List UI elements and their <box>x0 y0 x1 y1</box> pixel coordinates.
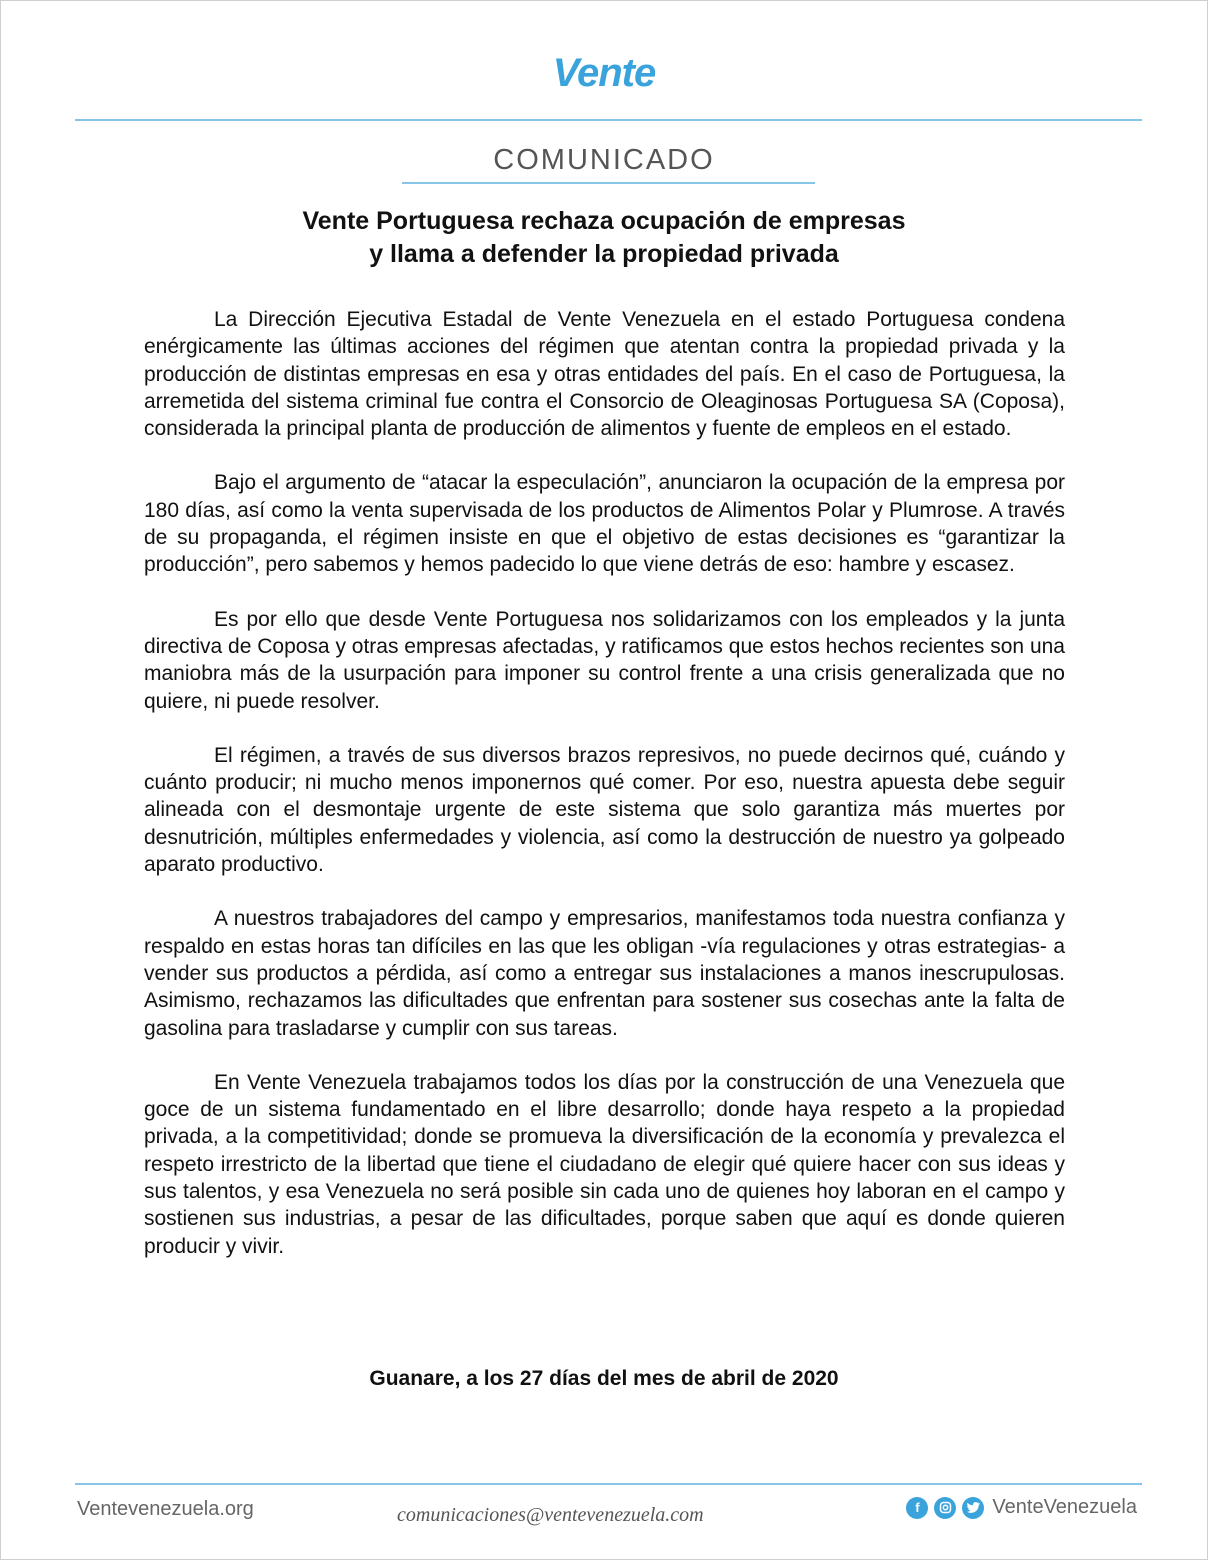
title-line-2: y llama a defender la propiedad privada <box>369 240 839 268</box>
footer-email-link[interactable]: comunicaciones@ventevenezuela.com <box>397 1504 704 1526</box>
paragraph-1: La Dirección Ejecutiva Estadal de Vente Venezuela en el estado Portuguesa condena enérgicamente las últimas acciones del régimen que atentan contra la propiedad privada y la producción de distintas empresas en esa y otras entidades del país. En el caso de Portuguesa, la arremetida del sistema criminal fue contra el Consorcio de Oleaginosas Portuguesa SA (Coposa), considerada la principal planta de producción de alimentos y fuente de empleos en el estado. <box>144 308 1065 441</box>
paragraph-3: Es por ello que desde Vente Portuguesa nos solidarizamos con los empleados y la junta directiva de Coposa y otras empresas afectadas, y ratificamos que estos hechos recientes son una maniobra más de la usurpación para imponer su control frente a una crisis generalizada que no quiere, ni puede resolver. <box>144 607 1065 713</box>
social-handle[interactable]: VenteVenezuela <box>992 1496 1137 1518</box>
vente-logo <box>1 51 1207 96</box>
footer-divider <box>75 1483 1142 1485</box>
header-divider <box>75 119 1142 121</box>
footer-website-link[interactable]: Ventevenezuela.org <box>77 1498 254 1520</box>
paragraph-5: A nuestros trabajadores del campo y empresarios, manifestamos toda nuestra confianza y respaldo en estas horas tan difíciles en las que les obligan -vía regulaciones y otras estrategias- a vender sus productos a pérdida, así como a entregar sus instalaciones a manos inescrupulosas. Asimismo, rechazamos las dificultades que enfrentan para sostener sus cosechas ante la falta de gasolina para trasladarse y cumplir con sus tareas. <box>144 907 1065 1040</box>
page-title <box>1 205 1207 271</box>
footer-social <box>906 1496 1137 1519</box>
dateline: Guanare, a los 27 días del mes de abril de 2020 <box>369 1367 839 1390</box>
document-type: COMUNICADO <box>493 144 715 176</box>
paragraph-2: Bajo el argumento de “atacar la especulación”, anunciaron la ocupación de la empresa por 180 días, así como la venta supervisada de los productos de Alimentos Polar y Plumrose. A través de su propaganda, el régimen insiste en que el objetivo de estas decisiones es “garantizar la producción”, pero sabemos y hemos padecido lo que viene detrás de eso: hambre y escasez. <box>144 471 1065 577</box>
instagram-icon[interactable] <box>934 1497 956 1519</box>
twitter-icon[interactable] <box>962 1497 984 1519</box>
paragraph-4: El régimen, a través de sus diversos brazos represivos, no puede decirnos qué, cuándo y cuánto producir; ni mucho menos imponernos qué comer. Por eso, nuestra apuesta debe seguir alineada con el desmontaje urgente de este sistema que solo garantiza más muertes por desnutrición, múltiples enfermedades y violencia, así como la destrucción de nuestro ya golpeado aparato productivo. <box>144 743 1065 877</box>
logo-text: Vente <box>552 51 656 95</box>
facebook-icon[interactable]: f <box>906 1497 928 1519</box>
paragraph-6: En Vente Venezuela trabajamos todos los días por la construcción de una Venezuela que goce de un sistema fundamentado en el libre desarrollo; donde haya respeto a la propiedad privada, a la competitividad; donde se promueva la diversificación de la economía y prevalezca el respeto irrestricto de la libertad que tiene el ciudadano de elegir qué quiere hacer con sus ideas y sus talentos, y esa Venezuela no será posible sin cada uno de quienes hoy laboran en el campo y sostienen sus industrias, a pesar de las dificultades, porque saben que aquí es donde quieren producir y vivir. <box>144 1070 1065 1258</box>
statement-body <box>144 306 1065 1287</box>
document-type-underline <box>402 182 815 184</box>
title-line-1: Vente Portuguesa rechaza ocupación de empresas <box>302 207 906 235</box>
